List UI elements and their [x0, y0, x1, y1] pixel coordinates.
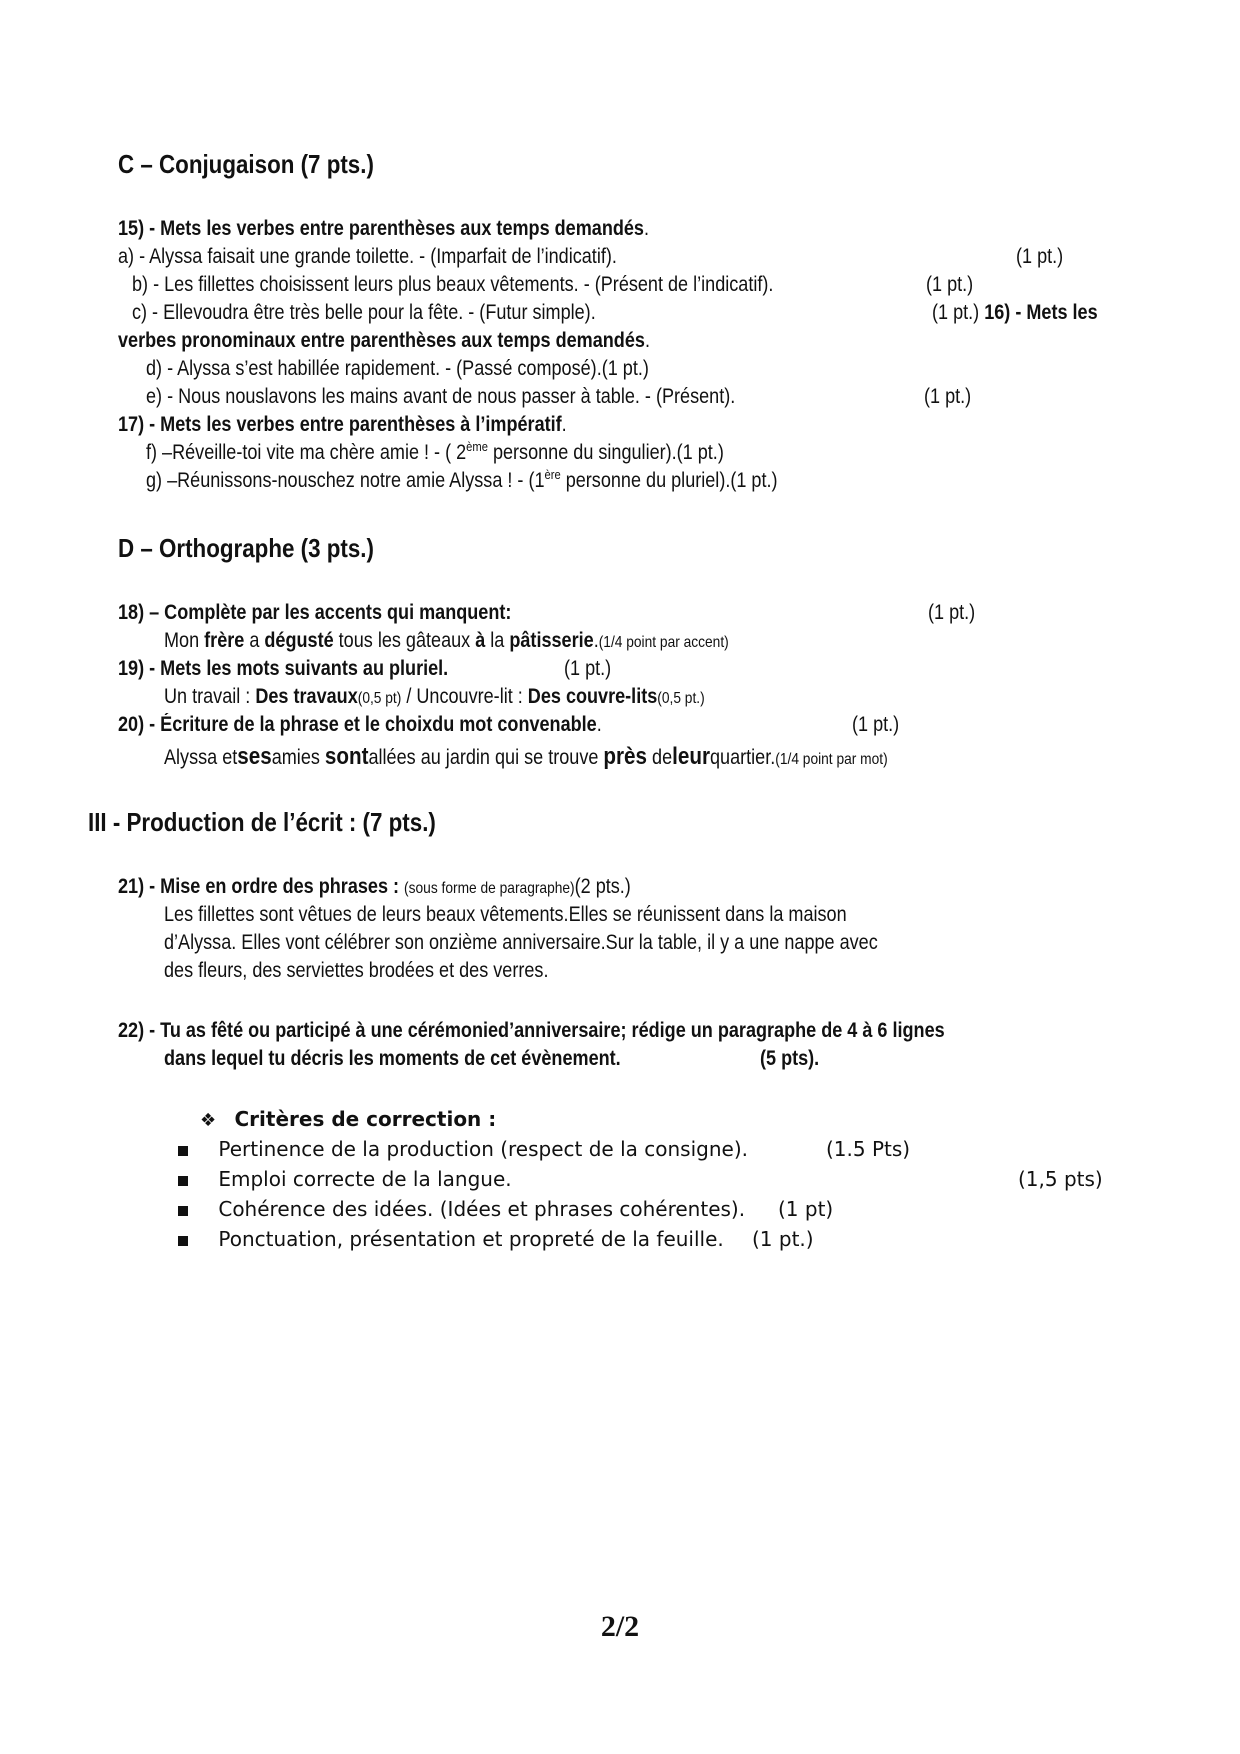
criteria-item-points: (1,5 pts) — [1018, 1167, 1103, 1191]
item-d: d) - Alyssa s’est habillée rapidement. - (Passé composé).(1 pt.) — [146, 357, 649, 380]
diamond-bullet-icon: ❖ — [200, 1110, 217, 1131]
question-18: 18) – Complète par les accents qui manquent: — [118, 601, 512, 624]
square-bullet-icon — [178, 1176, 188, 1186]
section-c-title: C – Conjugaison (7 pts.) — [118, 149, 374, 179]
item-b: b) - Les fillettes choisissent leurs plus beaux vêtements. - (Présent de l’indicatif). — [132, 273, 774, 296]
section-d-title: D – Orthographe (3 pts.) — [118, 533, 374, 563]
question-18-points: (1 pt.) — [928, 601, 976, 624]
question-19: 19) - Mets les mots suivants au pluriel. — [118, 657, 449, 680]
criteria-item: Cohérence des idées. (Idées et phrases cohérentes). — [178, 1196, 745, 1222]
item-e: e) - Nous nouslavons les mains avant de nous passer à table. - (Présent). — [146, 385, 736, 408]
question-16: verbes pronominaux entre parenthèses aux temps demandés. — [118, 329, 650, 352]
item-f: f) –Réveille-toi vite ma chère amie ! - ( 2ème personne du singulier).(1 pt.) — [146, 439, 724, 464]
question-19-points: (1 pt.) — [564, 657, 612, 680]
item-e-points: (1 pt.) — [924, 385, 972, 408]
square-bullet-icon — [178, 1146, 188, 1156]
criteria-item-points: (1.5 Pts) — [826, 1137, 911, 1161]
criteria-item-points: (1 pt.) — [752, 1227, 814, 1251]
question-22-points: (5 pts). — [760, 1047, 820, 1070]
question-20-sentence: Alyssa etsesamies sontallées au jardin qui se trouve près deleurquartier.(1/4 point par mot) — [164, 743, 888, 770]
item-c: c) - Ellevoudra être très belle pour la fête. - (Futur simple). — [132, 301, 596, 324]
question-22-line-1: 22) - Tu as fêté ou participé à une cérémonied’anniversaire; rédige un paragraphe de 4 à 6 lignes — [118, 1019, 945, 1042]
item-b-points: (1 pt.) — [926, 273, 974, 296]
criteria-item-points: (1 pt) — [778, 1197, 834, 1221]
question-21: 21) - Mise en ordre des phrases : (sous forme de paragraphe)(2 pts.) — [118, 875, 631, 898]
criteria-item: Pertinence de la production (respect de la consigne). — [178, 1136, 748, 1162]
criteria-title: ❖ Critères de correction : — [200, 1107, 497, 1131]
question-21-line-3: des fleurs, des serviettes brodées et des verres. — [164, 959, 549, 982]
criteria-item: Ponctuation, présentation et propreté de la feuille. — [178, 1226, 724, 1252]
question-19-answer: Un travail : Des travaux(0,5 pt) / Uncouvre-lit : Des couvre-lits(0,5 pt.) — [164, 685, 705, 708]
item-a: a) - Alyssa faisait une grande toilette. - (Imparfait de l’indicatif). — [118, 245, 617, 268]
question-20: 20) - Écriture de la phrase et le choixdu mot convenable. — [118, 713, 602, 736]
question-15: 15) - Mets les verbes entre parenthèses aux temps demandés. — [118, 217, 650, 240]
item-c-points: (1 pt.) 16) - Mets les — [932, 301, 1098, 324]
question-17: 17) - Mets les verbes entre parenthèses à l’impératif. — [118, 413, 567, 436]
section-iii-title: III - Production de l’écrit : (7 pts.) — [88, 807, 436, 837]
criteria-item: Emploi correcte de la langue. — [178, 1166, 512, 1192]
item-g: g) –Réunissons-nouschez notre amie Alyssa ! - (1ère personne du pluriel).(1 pt.) — [146, 467, 778, 492]
question-21-line-2: d’Alyssa. Elles vont célébrer son onzième anniversaire.Sur la table, il y a une nappe avec — [164, 931, 878, 954]
square-bullet-icon — [178, 1236, 188, 1246]
question-22-line-2: dans lequel tu décris les moments de cet évènement. — [164, 1047, 621, 1070]
question-21-line-1: Les fillettes sont vêtues de leurs beaux vêtements.Elles se réunissent dans la maison — [164, 903, 847, 926]
item-a-points: (1 pt.) — [1016, 245, 1064, 268]
question-20-points: (1 pt.) — [852, 713, 900, 736]
page-number: 2/2 — [600, 1610, 640, 1643]
square-bullet-icon — [178, 1206, 188, 1216]
question-18-sentence: Mon frère a dégusté tous les gâteaux à la pâtisserie.(1/4 point par accent) — [164, 629, 729, 652]
